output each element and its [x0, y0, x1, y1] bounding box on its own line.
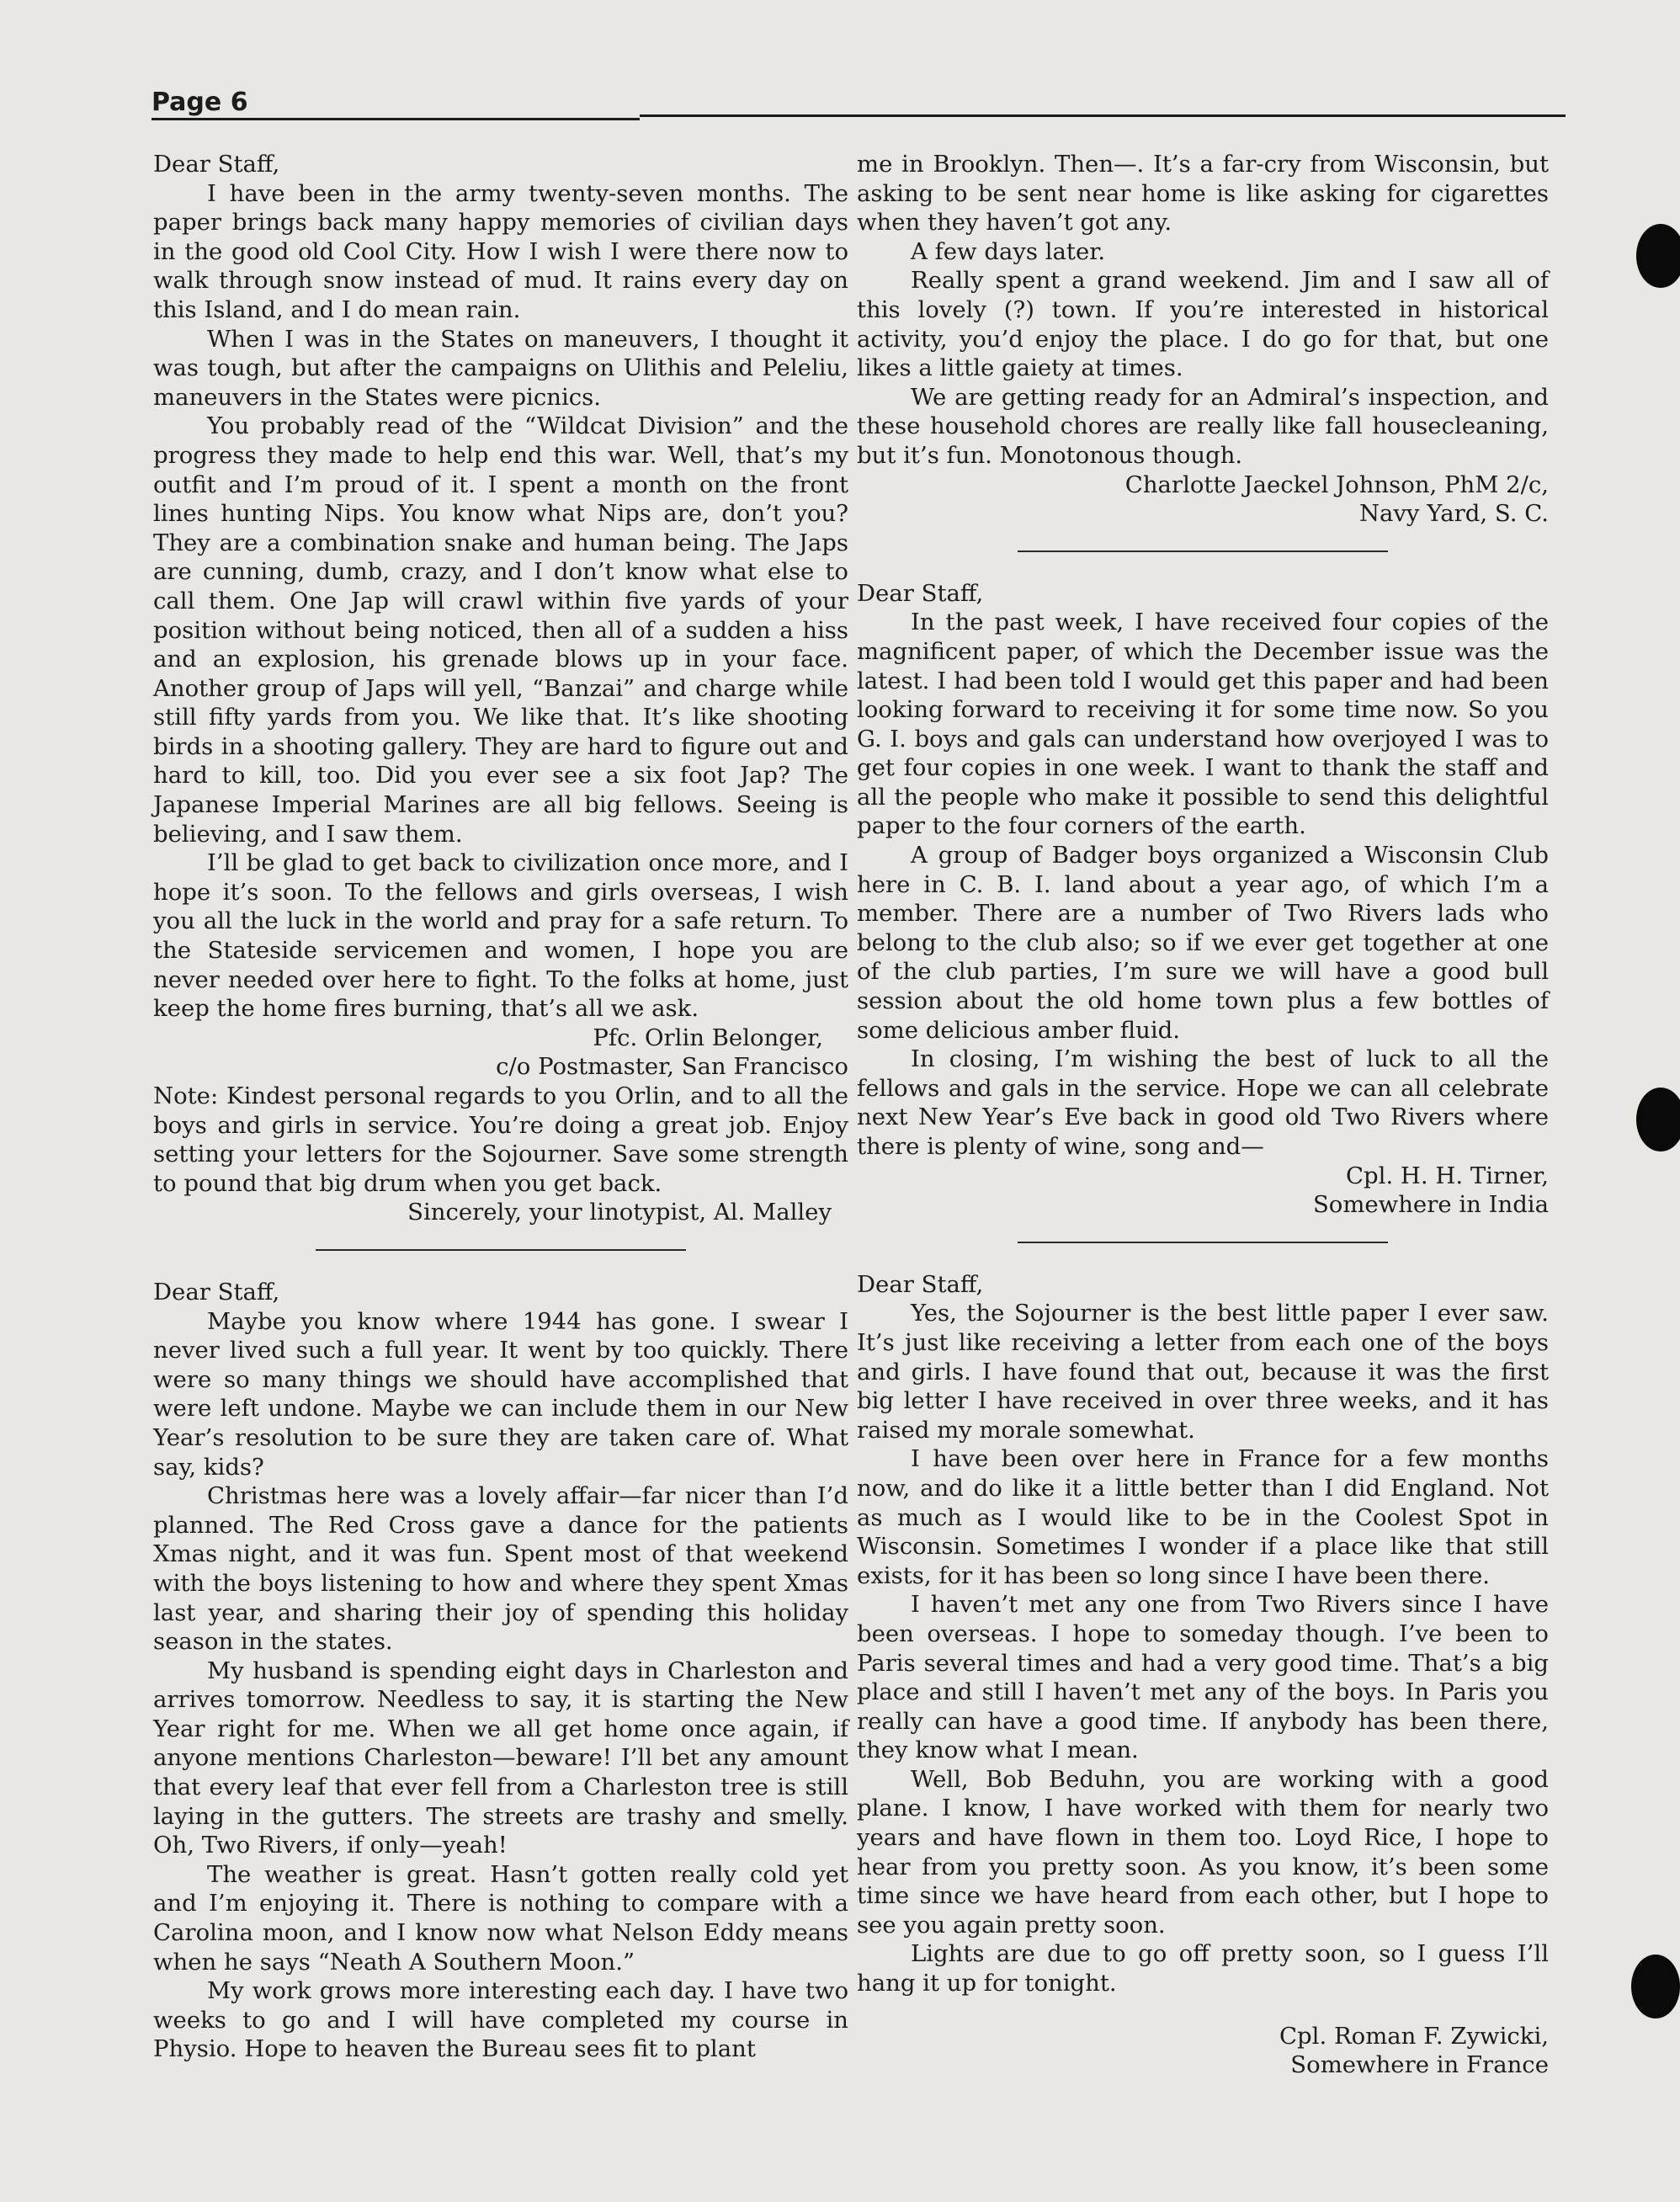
signature-line: c/o Postmaster, San Francisco — [496, 1053, 848, 1081]
left-column — [153, 150, 848, 2064]
salutation: Dear Staff, — [857, 1270, 984, 1298]
signature-line: Somewhere in France — [1290, 2051, 1549, 2079]
continued-text: me in Brooklyn. Then—. It’s a far-cry from Wisconsin, but asking to be sent near home is like asking for cigarettes when they haven’t got any. — [857, 151, 1549, 237]
letter-charlotte-part1 — [153, 1278, 848, 2064]
salutation: Dear Staff, — [153, 151, 280, 178]
salutation: Dear Staff, — [153, 1278, 280, 1306]
note-signature: Sincerely, your linotypist, Al. Malley — [407, 1199, 832, 1226]
header-rule-right — [640, 114, 1566, 117]
paragraph: You probably read of the “Wildcat Division” and the progress they made to help end this war. Well, that’s my outfit and I’m proud of it. I spent a month on the front lines hunting Nips. You know what Nips are, don’t you? They are a combination snake and human being. The Japs are cunning, dumb, crazy, and I don’t know what else to call them. One Jap will crawl within five yards of your position without being noticed, then all of a sudden a hiss and an explosion, his grenade blows up in your face. Another group of Japs will yell, “Banzai” and charge while still fifty yards from you. We like that. It’s like shooting birds in a shooting gallery. They are hard to figure out and hard to kill, too. Did you ever see a six foot Jap? The Japanese Imperial Marines are all big fellows. Seeing is believing, and I saw them. — [153, 412, 848, 848]
signature-line: Charlotte Jaeckel Johnson, PhM 2/c, — [1124, 471, 1549, 498]
paragraph: The weather is great. Hasn’t gotten really cold yet and I’m enjoying it. There is nothing to compare with a Carolina moon, and I know now what Nelson Eddy means when he says “Neath A Southern Moon.” — [153, 1860, 848, 1976]
paragraph: When I was in the States on maneuvers, I thought it was tough, but after the campaigns on Ulithis and Peleliu, maneuvers in the States were picnics. — [153, 325, 848, 411]
letter-belonger — [153, 150, 848, 1227]
paragraph: I have been in the army twenty-seven months. The paper brings back many happy memories of civilian days in the good old Cool City. How I wish I were there now to walk through snow instead of mud. It rains every day on this Island, and I do mean rain. — [153, 179, 848, 323]
letter-divider — [1018, 550, 1388, 552]
paragraph: Christmas here was a lovely affair—far nicer than I’d planned. The Red Cross gave a dance for the patients Xmas night, and it was fun. Spent most of that weekend with the boys listening to how and where they spent Xmas last year, and sharing their joy of spending this holiday season in the states. — [153, 1482, 848, 1656]
paragraph: I have been over here in France for a few months now, and do like it a little better than I did England. Not as much as I would like to be in the Coolest Spot in Wisconsin. Sometimes I wonder if a place like that still exists, for it has been so long since I have been there. — [857, 1445, 1549, 1589]
paragraph: In closing, I’m wishing the best of luck to all the fellows and gals in the service. Hope we can all celebrate next New Year’s Eve back in good old Two Rivers where there is plenty of wine, song and— — [857, 1045, 1549, 1160]
punch-hole-bottom — [1631, 1955, 1680, 2018]
paragraph: I haven’t met any one from Two Rivers since I have been overseas. I hope to someday though. I’ve been to Paris several times and had a very good time. That’s a big place and still I haven’t met any of the boys. In Paris you really can have a good time. If anybody has been there, they know what I mean. — [857, 1591, 1549, 1764]
paragraph: My work grows more interesting each day. I have two weeks to go and I will have completed my course in Physio. Hope to heaven the Bureau sees fit to plant — [153, 1977, 848, 2063]
header-rule-left — [152, 118, 640, 120]
paragraph: A group of Badger boys organized a Wisconsin Club here in C. B. I. land about a year ago, of which I’m a member. There are a number of Two Rivers lads who belong to the club also; so if we ever get together at one of the club parties, I’m sure we will have a good bull session about the old home town plus a few bottles of some delicious amber fluid. — [857, 842, 1549, 1044]
paragraph: In the past week, I have received four copies of the magnificent paper, of which the December issue was the latest. I had been told I would get this paper and had been looking forward to receiving it for some time now. So you G. I. boys and gals can understand how overjoyed I was to get four copies in one week. I want to thank the staff and all the people who make it possible to send this delightful paper to the four corners of the earth. — [857, 609, 1549, 840]
punch-hole-top — [1636, 224, 1680, 288]
paragraph: Lights are due to go off pretty soon, so I guess I’ll hang it up for tonight. — [857, 1940, 1549, 1997]
signature-line: Navy Yard, S. C. — [1358, 500, 1549, 528]
signature-line: Pfc. Orlin Belonger, — [593, 1024, 823, 1051]
right-column — [857, 150, 1549, 2080]
paragraph: We are getting ready for an Admiral’s inspection, and these household chores are really like fall housecleaning, but it’s fun. Monotonous though. — [857, 383, 1549, 469]
page-number: Page 6 — [152, 88, 248, 117]
paragraph: Maybe you know where 1944 has gone. I swear I never lived such a full year. It went by too quickly. There were so many things we should have accomplished that were left undone. Maybe we can include them in our New Year’s resolution to be sure they are taken care of. What say, kids? — [153, 1307, 848, 1481]
page-header — [152, 88, 1566, 130]
letter-tirner — [857, 579, 1549, 1220]
salutation: Dear Staff, — [857, 579, 984, 607]
letter-charlotte-part2 — [857, 150, 1549, 529]
paragraph: I’ll be glad to get back to civilization once more, and I hope it’s soon. To the fellows and girls overseas, I wish you all the luck in the world and pray for a safe return. To the Stateside servicemen and women, I hope you are never needed over here to fight. To the folks at home, just keep the home fires burning, that’s all we ask. — [153, 849, 848, 1023]
paragraph: Well, Bob Beduhn, you are working with a good plane. I know, I have worked with them for nearly two years and have flown in them too. Loyd Rice, I hope to hear from you pretty soon. As you know, it’s been some time since we have heard from each other, but I hope to see you again pretty soon. — [857, 1765, 1549, 1939]
signature-line: Cpl. H. H. Tirner, — [1346, 1162, 1549, 1189]
signature-line: Cpl. Roman F. Zywicki, — [1279, 2022, 1549, 2050]
paragraph: My husband is spending eight days in Charleston and arrives tomorrow. Needless to say, it is starting the New Year right for me. When we all get home once again, if anyone mentions Charleston—beware! I’ll bet any amount that every leaf that ever fell from a Charleston tree is still laying in the gutters. The streets are trashy and smelly. Oh, Two Rivers, if only—yeah! — [153, 1657, 848, 1859]
paragraph: Yes, the Sojourner is the best little paper I ever saw. It’s just like receiving a letter from each one of the boys and girls. I have found that out, because it was the first big letter I have received in over three weeks, and it has raised my morale somewhat. — [857, 1300, 1549, 1444]
paragraph: Really spent a grand weekend. Jim and I saw all of this lovely (?) town. If you’re interested in historical activity, you’d enjoy the place. I do go for that, but one likes a little gaiety at times. — [857, 267, 1549, 382]
signature-line: Somewhere in India — [1312, 1191, 1549, 1219]
paragraph: A few days later. — [911, 237, 1106, 265]
letter-zywicki — [857, 1270, 1549, 2080]
punch-hole-middle — [1636, 1088, 1680, 1152]
letter-divider — [316, 1249, 686, 1251]
editor-note: Note: Kindest personal regards to you Orlin, and to all the boys and girls in service. You’re doing a great job. Enjoy setting your letters for the Sojourner. Save some strength to pound that big drum when you get back. — [153, 1082, 848, 1197]
letter-divider — [1018, 1242, 1388, 1243]
